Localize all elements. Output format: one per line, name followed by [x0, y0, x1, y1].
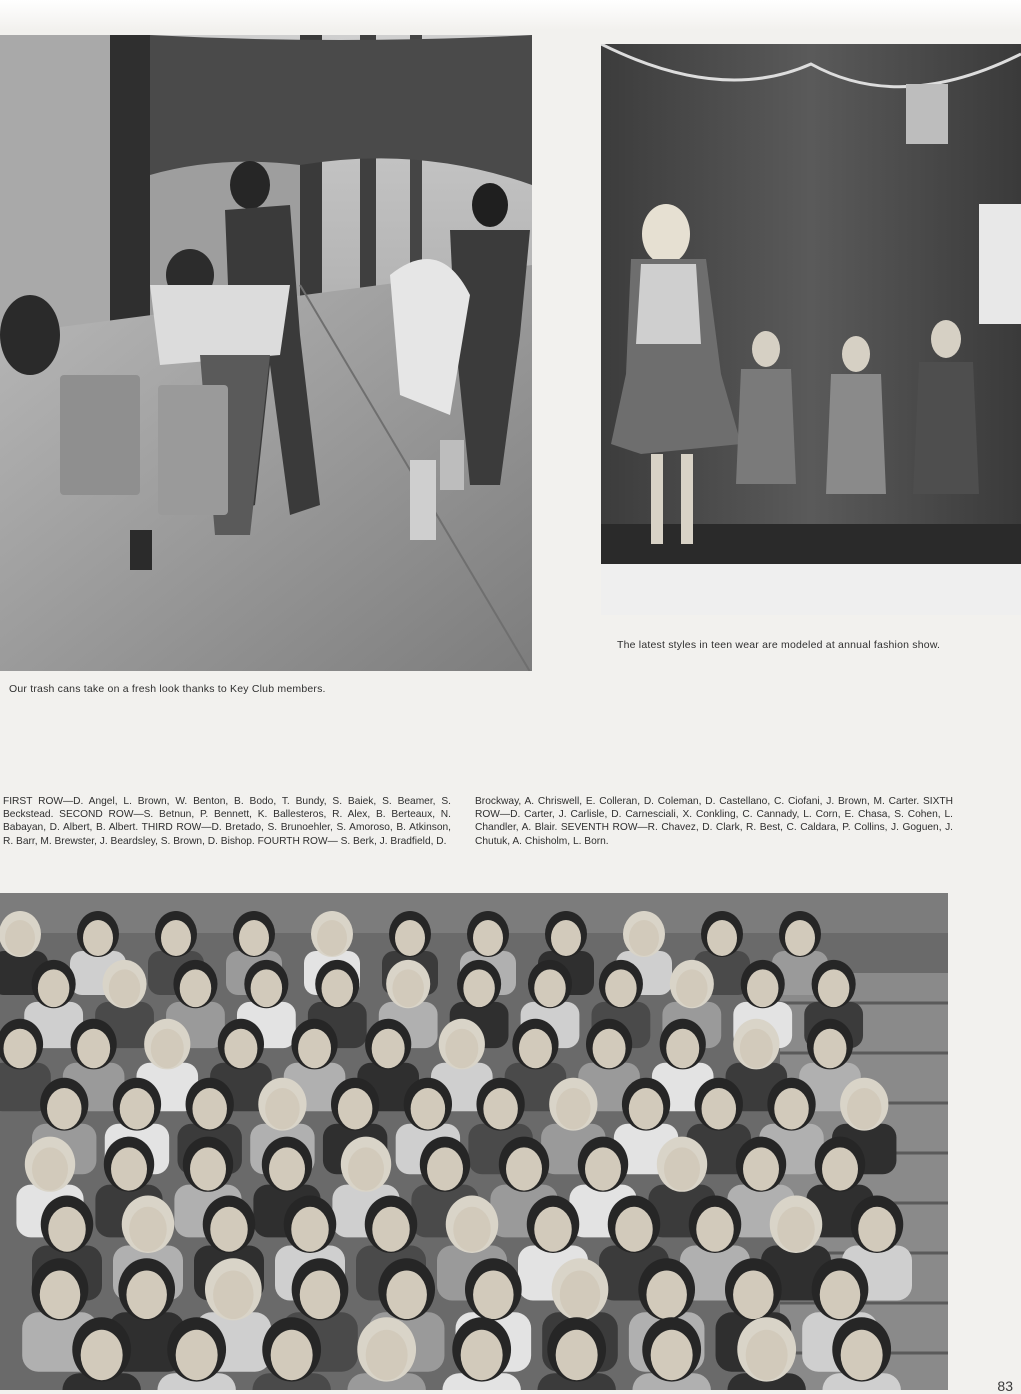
person-face — [348, 1147, 384, 1190]
person-face — [461, 1330, 503, 1380]
person-face — [858, 1207, 896, 1252]
person-face — [176, 1330, 218, 1380]
person-face — [556, 1088, 591, 1129]
person-face — [733, 1270, 774, 1319]
person-face — [4, 1029, 37, 1069]
person-face — [239, 920, 269, 956]
person-face — [651, 1330, 693, 1380]
person-face — [271, 1330, 313, 1380]
person-face — [818, 969, 850, 1007]
person-face — [126, 1270, 167, 1319]
person-face — [48, 1207, 86, 1252]
person-face — [129, 1207, 167, 1252]
person-face — [83, 920, 113, 956]
page-top-edge — [0, 0, 1021, 30]
fashion-show-photo — [601, 44, 1021, 615]
person-face — [696, 1207, 734, 1252]
person-face — [372, 1029, 405, 1069]
person-face — [453, 1207, 491, 1252]
person-face — [120, 1088, 155, 1129]
person-face — [445, 1029, 478, 1069]
person-face — [386, 1270, 427, 1319]
person-face — [615, 1207, 653, 1252]
page-number: 83 — [997, 1378, 1013, 1394]
person-face — [392, 969, 424, 1007]
person-face — [5, 920, 35, 956]
person-face — [317, 920, 347, 956]
person-face — [740, 1029, 773, 1069]
person-face — [269, 1147, 305, 1190]
person-face — [224, 1029, 257, 1069]
person-face — [300, 1270, 341, 1319]
person-face — [265, 1088, 300, 1129]
person-face — [585, 1147, 621, 1190]
roster-right-column: Brockway, A. Chriswell, E. Colleran, D. Coleman, D. Castellano, C. Ciofani, J. Brown, M. Carter. SIXTH ROW—D. Carter, J. Carlisle, D. Carnesciali, X. Conkling, C. Cannady, L. Corn, E. Chasa, S. Cohen, L. Chandler, A. Blair. SEVENTH ROW—R. Chavez, D. Clark, R. Best, C. Caldara, P. Collins, J. Goguen, J. Chutuk, A. Chisholm, L. Born. — [475, 796, 953, 847]
fashion-show-caption: The latest styles in teen wear are modeled at annual fashion show. — [617, 639, 941, 651]
person-face — [210, 1207, 248, 1252]
person-face — [161, 920, 191, 956]
person-face — [213, 1270, 254, 1319]
person-face — [646, 1270, 687, 1319]
person-face — [180, 969, 212, 1007]
person-face — [847, 1088, 882, 1129]
person-face — [702, 1088, 737, 1129]
person-face — [777, 1207, 815, 1252]
person-face — [38, 969, 70, 1007]
person-face — [47, 1088, 82, 1129]
person-face — [40, 1270, 81, 1319]
person-face — [251, 969, 283, 1007]
person-face — [629, 1088, 664, 1129]
person-face — [551, 920, 581, 956]
person-face — [605, 969, 637, 1007]
person-face — [820, 1270, 861, 1319]
person-face — [32, 1147, 68, 1190]
person-face — [593, 1029, 626, 1069]
class-group-photo — [0, 893, 948, 1390]
trash-cans-caption: Our trash cans take on a fresh look thanks to Key Club members. — [9, 683, 326, 695]
person-face — [151, 1029, 184, 1069]
person-face — [814, 1029, 847, 1069]
person-face — [707, 920, 737, 956]
person-face — [676, 969, 708, 1007]
person-face — [473, 1270, 514, 1319]
person-face — [519, 1029, 552, 1069]
person-face — [427, 1147, 463, 1190]
person-face — [463, 969, 495, 1007]
person-face — [366, 1330, 408, 1380]
person-face — [411, 1088, 446, 1129]
person-face — [192, 1088, 227, 1129]
person-face — [473, 920, 503, 956]
person-face — [747, 969, 779, 1007]
person-face — [190, 1147, 226, 1190]
person-face — [666, 1029, 699, 1069]
person-face — [291, 1207, 329, 1252]
person-face — [81, 1330, 123, 1380]
person-face — [664, 1147, 700, 1190]
person-face — [556, 1330, 598, 1380]
person-face — [629, 920, 659, 956]
person-face — [298, 1029, 331, 1069]
person-face — [534, 1207, 572, 1252]
person-face — [841, 1330, 883, 1380]
person-face — [746, 1330, 788, 1380]
person-face — [822, 1147, 858, 1190]
person-face — [534, 969, 566, 1007]
person-face — [483, 1088, 518, 1129]
person-face — [506, 1147, 542, 1190]
person-face — [338, 1088, 373, 1129]
person-face — [785, 920, 815, 956]
person-face — [111, 1147, 147, 1190]
person-face — [77, 1029, 110, 1069]
person-face — [395, 920, 425, 956]
person-face — [774, 1088, 809, 1129]
roster-left-column: FIRST ROW—D. Angel, L. Brown, W. Benton, B. Bodo, T. Bundy, S. Baiek, S. Beamer, S. Beckstead. SECOND ROW—S. Betnun, P. Bennett, K. Ballesteros, R. Alex, B. Berteaux, N. Babayan, D. Albert, B. Albert. THIRD ROW—D. Bretado, S. Brunoehler, S. Amoroso, B. Atkinson, R. Barr, M. Brewster, J. Beardsley, S. Brown, D. Bishop. FOURTH ROW— S. Berk, J. Bradfield, D. — [3, 796, 451, 847]
person-face — [322, 969, 354, 1007]
person-face — [109, 969, 141, 1007]
person-face — [743, 1147, 779, 1190]
person-face — [372, 1207, 410, 1252]
trash-cans-photo — [0, 35, 532, 671]
person-face — [560, 1270, 601, 1319]
